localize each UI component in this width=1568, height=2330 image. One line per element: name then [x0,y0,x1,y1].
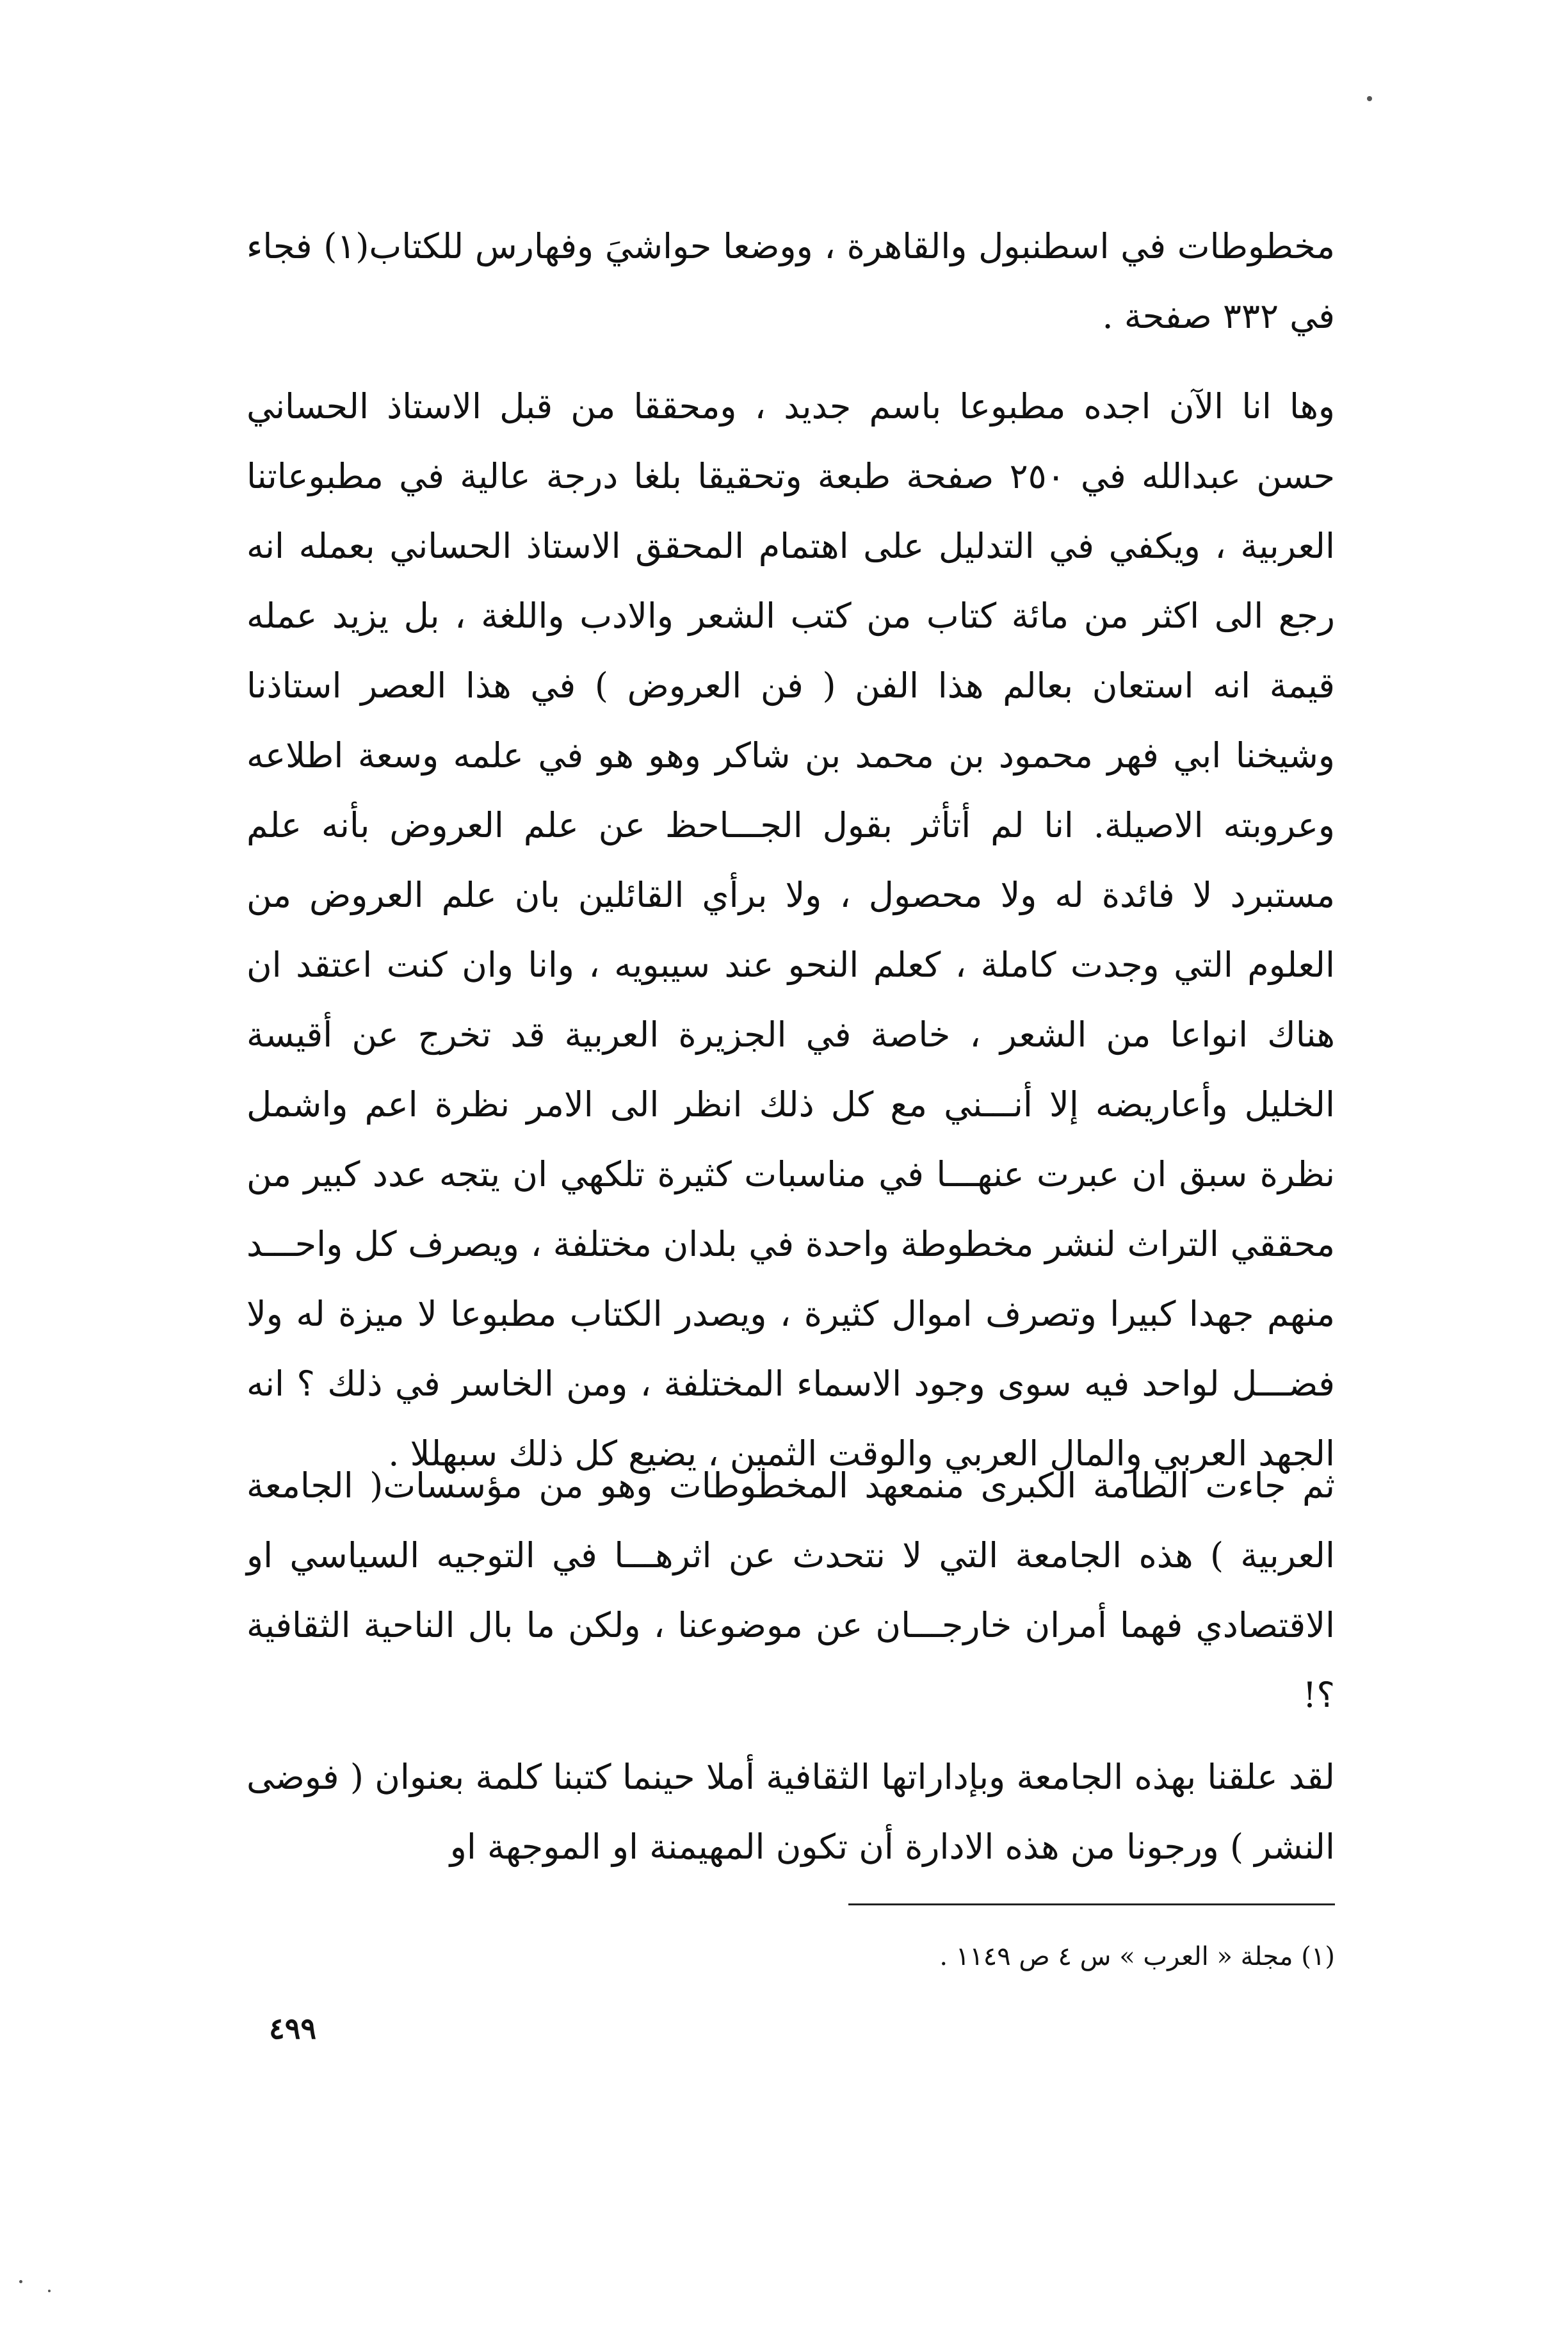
body-text-paragraph-3 [247,1451,1335,1730]
scan-speck [1367,96,1372,101]
body-text-paragraph-4 [247,1742,1335,1882]
page-number: ٤٩٩ [269,2011,317,2046]
body-text-paragraph-2 [247,371,1335,1488]
body-text-continuation [247,211,1335,351]
footnote-divider [848,1903,1335,1905]
footnote: (١) مجلة « العرب » س ٤ ص ١١٤٩ . [939,1942,1335,1971]
paragraph: ثم جاءت الطامة الكبرى منمعهد المخطوطات وهو من مؤسسات( الجامعة العربية ) هذه الجامعة التي لا نتحدث عن اثرهـــا في التوجيه السياسي او الاقتصادي فهما أمران خارجـــان عن موضوعنا ، ولكن ما بال الناحية الثقافية ؟! [247,1465,1335,1715]
paragraph: مخطوطات في اسطنبول والقاهرة ، ووضعا حواشيَ وفهارس للكتاب(١) فجاء في ٣٣٢ صفحة . [247,226,1335,336]
scan-speck [48,2290,51,2292]
paragraph: لقد علقنا بهذه الجامعة وبإداراتها الثقافية أملا حينما كتبنا كلمة بعنوان ( فوضى النشر ) ورجونا من هذه الادارة أن تكون المهيمنة او الموجهة او [247,1757,1335,1867]
scan-speck [19,2280,22,2283]
paragraph: وها انا الآن اجده مطبوعا باسم جديد ، ومحققا من قبل الاستاذ الحساني حسن عبدالله في ٢٥٠ صفحة طبعة وتحقيقا بلغا درجة عالية في مطبوعاتنا العربية ، ويكفي في التدليل على اهتمام المحقق الاستاذ الحساني بعمله انه رجع الى اكثر من مائة كتاب من كتب الشعر والادب واللغة ، بل يزيد عمله قيمة انه استعان بعالم هذا الفن ( فن العروض ) في هذا العصر استاذنا وشيخنا ابي فهر محمود بن محمد بن شاكر وهو هو في علمه وسعة اطلاعه وعروبته الاصيلة. انا لم أتأثر بقول الجـــاحظ عن علم العروض بأنه علم مستبرد لا فائدة له ولا محصول ، ولا برأي القائلين بان علم العروض من العلوم التي وجدت كاملة ، كعلم النحو عند سيبويه ، وانا وان كنت اعتقد ان هناك انواعا من الشعر ، خاصة في الجزيرة العربية قد تخرج عن أقيسة الخليل وأعاريضه إلا أنـــني مع كل ذلك انظر الى الامر نظرة اعم واشمل نظرة سبق ان عبرت عنهـــا في مناسبات كثيرة تلكهي ان يتجه عدد كبير من محققي التراث لنشر مخطوطة واحدة في بلدان مختلفة ، ويصرف كل واحـــد منهم جهدا كبيرا وتصرف اموال كثيرة ، ويصدر الكتاب مطبوعا لا ميزة له ولا فضـــل لواحد فيه سوى وجود الاسماء المختلفة ، ومن الخاسر في ذلك ؟ انه الجهد العربي والمال العربي والوقت الثمين ، يضيع كل ذلك سبهللا . [247,386,1336,1474]
